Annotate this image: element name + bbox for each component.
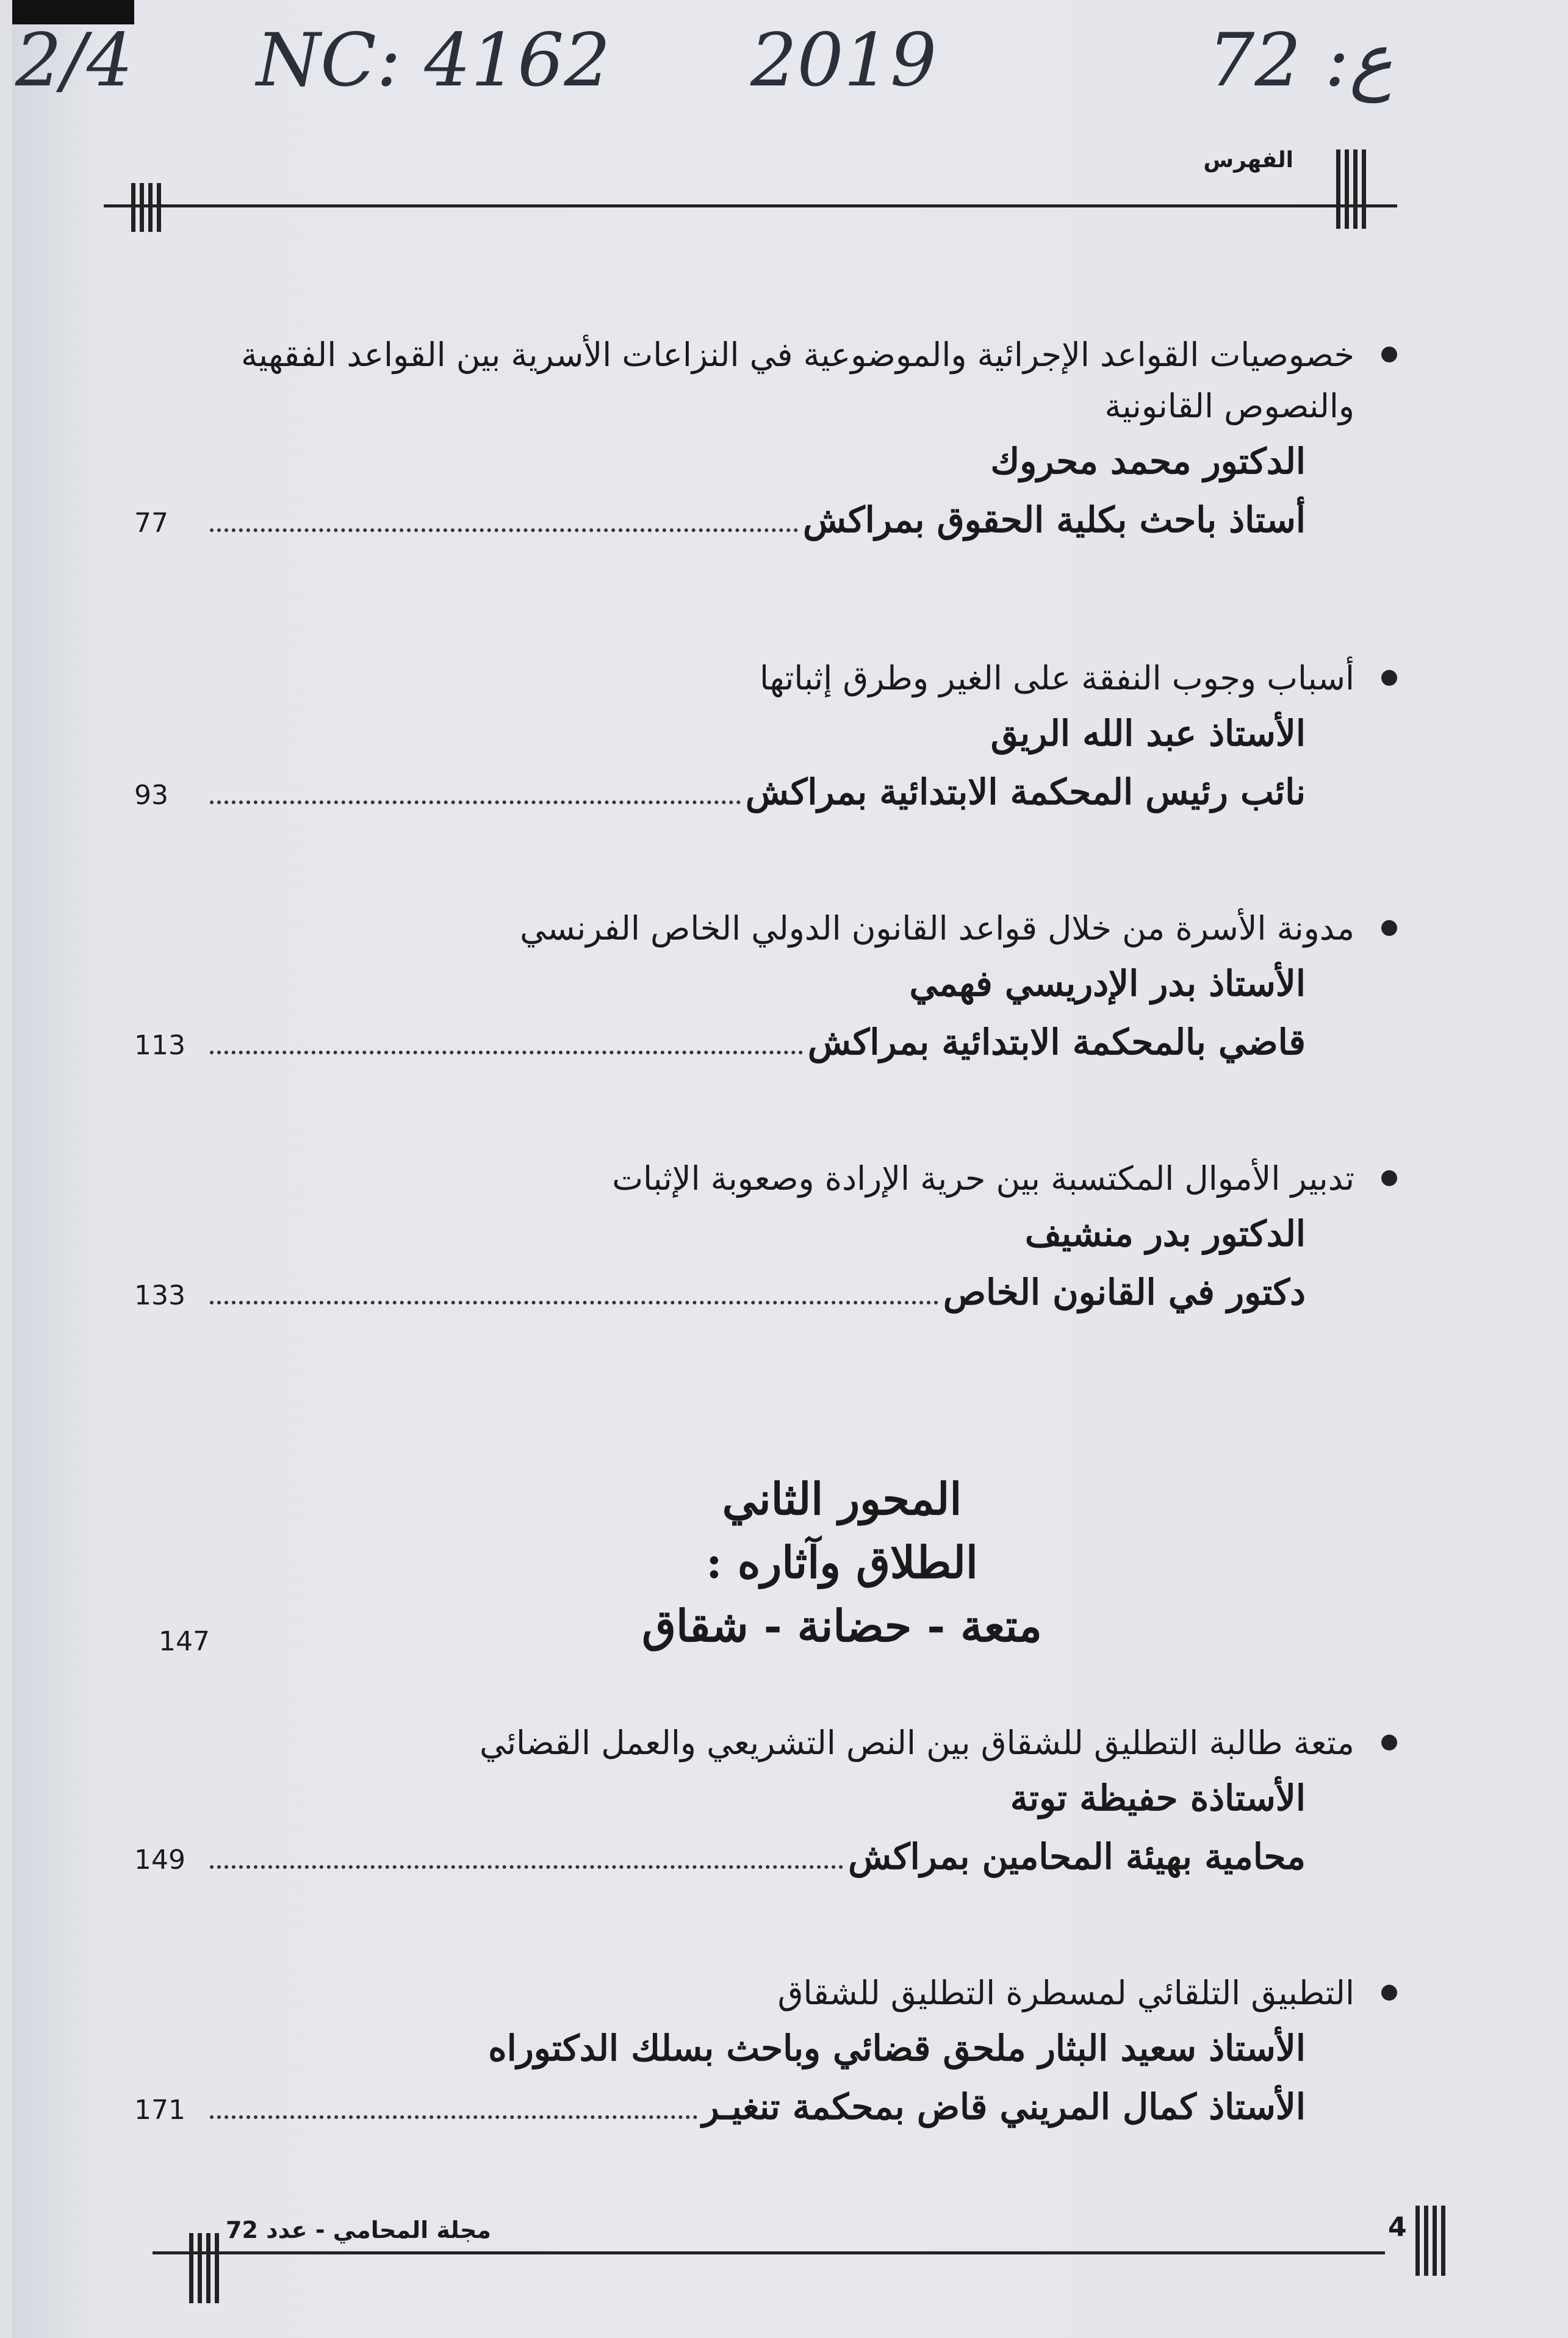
entry-page-number: 93 <box>134 780 168 811</box>
toc-entry <box>134 329 1397 549</box>
section-page-number: 147 <box>159 1626 210 1657</box>
footer-left-ornament <box>189 2233 219 2303</box>
header-title: الفهرس <box>1203 148 1293 173</box>
entry-author: الأستاذة حفيظة توتة <box>1010 1777 1306 1819</box>
bullet-icon <box>1381 1985 1397 2001</box>
section-theme: الطلاق وآثاره : <box>706 1536 978 1588</box>
entry-page-number: 149 <box>134 1844 185 1876</box>
bullet-icon <box>1381 920 1397 936</box>
dot-leader <box>210 528 798 532</box>
toc-entry <box>134 903 1397 1071</box>
bullet-icon <box>1381 1170 1397 1186</box>
entry-affiliation: الأستاذ كمال المريني قاض بمحكمة تنغيـر <box>702 2086 1306 2128</box>
handwritten-issue: 72 :ع <box>1208 18 1393 103</box>
toc-entry <box>134 1968 1397 2136</box>
entry-title: مدونة الأسرة من خلال قواعد القانون الدولي الخاص الفرنسي <box>134 903 1397 954</box>
footer-right-ornament <box>1415 2206 1445 2276</box>
handwritten-fraction: 2/4 <box>15 18 134 103</box>
entry-affiliation: محامية بهيئة المحامين بمراكش <box>848 1836 1306 1877</box>
bullet-icon <box>1381 1735 1397 1750</box>
dot-leader <box>210 1301 938 1304</box>
entry-page-number: 77 <box>134 508 168 539</box>
toc-entry <box>134 1718 1397 1886</box>
entry-leader-row <box>134 1263 1397 1322</box>
entry-leader-row <box>134 1013 1397 1071</box>
footer-rule <box>153 2251 1385 2254</box>
section-subtopics: متعة - حضانة - شقاق <box>642 1600 1042 1652</box>
footer-page-number: 4 <box>1388 2212 1407 2243</box>
entry-affiliation: قاضي بالمحكمة الابتدائية بمراكش <box>807 1021 1306 1063</box>
entry-page-number: 113 <box>134 1030 185 1061</box>
entry-title: تدبير الأموال المكتسبة بين حرية الإرادة وصعوبة الإثبات <box>134 1153 1397 1204</box>
entry-affiliation: أستاذ باحث بكلية الحقوق بمراكش <box>803 499 1306 541</box>
page <box>12 0 1568 2338</box>
entry-title: أسباب وجوب النفقة على الغير وطرق إثباتها <box>134 653 1397 704</box>
entry-author: الأستاذ عبد الله الريق <box>990 713 1306 754</box>
entry-leader-row <box>134 1827 1397 1886</box>
dot-leader <box>210 2115 697 2119</box>
entry-title: متعة طالبة التطليق للشقاق بين النص التشريعي والعمل القضائي <box>134 1718 1397 1769</box>
dot-leader <box>210 800 741 804</box>
bullet-icon <box>1381 670 1397 686</box>
toc-entry <box>134 653 1397 821</box>
header-left-ornament <box>131 183 161 232</box>
footer-journal-title: مجلة المحامي - عدد 72 <box>226 2217 491 2243</box>
header-rule <box>104 204 1397 207</box>
entry-author: الأستاذ سعيد البثار ملحق قضائي وباحث بسلك الدكتوراه <box>488 2027 1306 2069</box>
handwritten-code: NC: 4162 <box>256 18 611 103</box>
entry-title: خصوصيات القواعد الإجرائية والموضوعية في النزاعات الأسرية بين القواعد الفقهية <box>134 329 1397 381</box>
entry-affiliation: نائب رئيس المحكمة الابتدائية بمراكش <box>745 771 1306 813</box>
section-axis: المحور الثاني <box>722 1473 962 1525</box>
header-right-ornament <box>1336 149 1366 229</box>
toc-entry <box>134 1153 1397 1322</box>
entry-author: الدكتور بدر منشيف <box>1024 1213 1306 1254</box>
entry-title: التطبيق التلقائي لمسطرة التطليق للشقاق <box>134 1968 1397 2019</box>
dot-leader <box>210 1051 803 1054</box>
entry-affiliation: دكتور في القانون الخاص <box>943 1272 1306 1313</box>
bullet-icon <box>1381 347 1397 362</box>
handwritten-year: 2019 <box>750 18 937 103</box>
entry-page-number: 133 <box>134 1280 185 1311</box>
dot-leader <box>210 1865 843 1869</box>
entry-author: الدكتور محمد محروك <box>990 441 1306 482</box>
entry-leader-row <box>134 763 1397 821</box>
section-heading <box>500 1467 1184 1658</box>
entry-leader-row <box>134 2077 1397 2136</box>
entry-leader-row <box>134 491 1397 549</box>
entry-title-cont: والنصوص القانونية <box>1104 387 1354 425</box>
entry-page-number: 171 <box>134 2095 185 2126</box>
entry-author: الأستاذ بدر الإدريسي فهمي <box>909 963 1306 1004</box>
